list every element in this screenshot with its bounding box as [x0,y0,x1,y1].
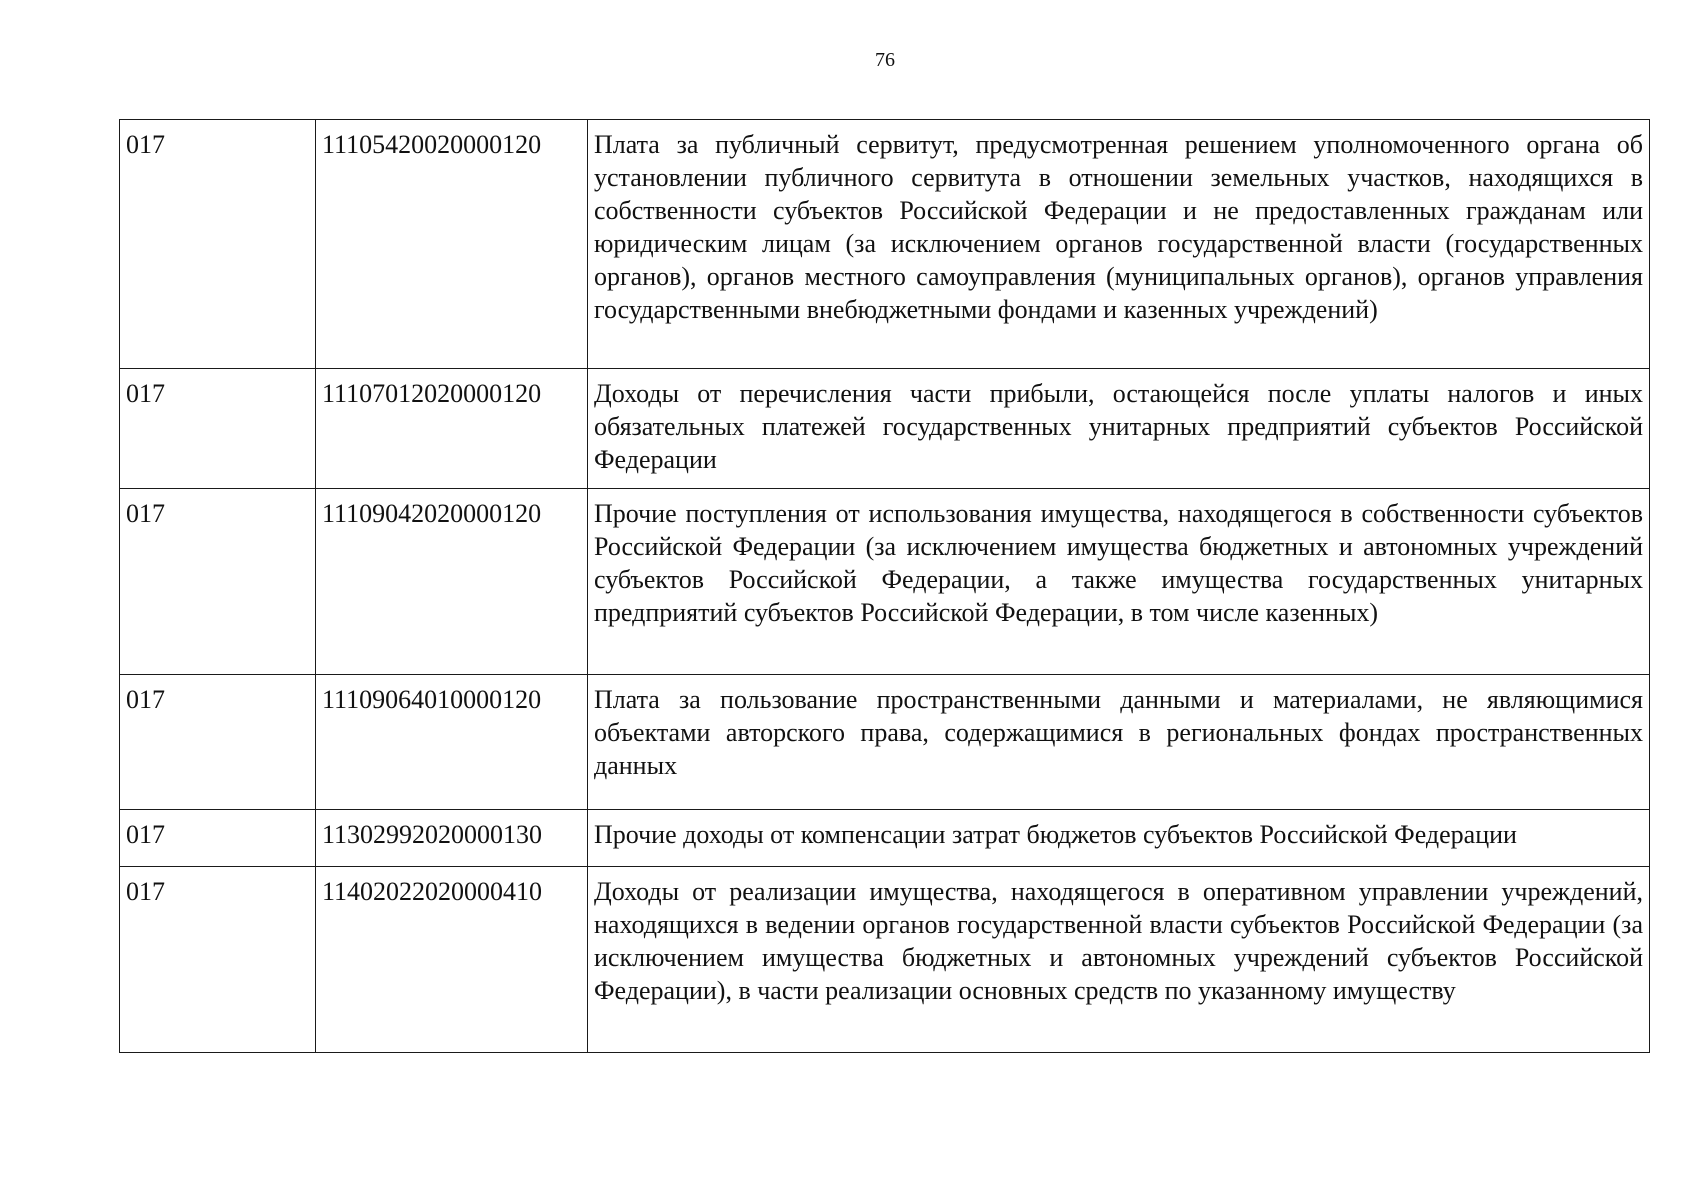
budget-code-cell: 11109064010000120 [316,675,588,810]
admin-code-cell: 017 [120,867,316,1053]
page-number: 76 [875,49,895,71]
table-row [120,489,1650,675]
admin-code-cell: 017 [120,120,316,369]
budget-code-cell: 11107012020000120 [316,369,588,489]
table-row [120,120,1650,369]
description-cell: Прочие поступления от использования имущества, находящегося в собственности субъектов Российской Федерации (за исключением имущества бюджетных и автономных учреждений субъектов Российской Федерации, а также имущества государственных унитарных предприятий субъектов Российской Федерации, в том числе казенных) [588,489,1650,675]
table-row [120,369,1650,489]
admin-code-cell: 017 [120,369,316,489]
description-cell: Плата за пользование пространственными данными и материалами, не являющимися объектами авторского права, содержащимися в региональных фондах пространственных данных [588,675,1650,810]
admin-code-cell: 017 [120,810,316,867]
admin-code-cell: 017 [120,675,316,810]
table-row [120,675,1650,810]
description-cell: Прочие доходы от компенсации затрат бюджетов субъектов Российской Федерации [588,810,1650,867]
budget-code-cell: 11302992020000130 [316,810,588,867]
admin-code-cell: 017 [120,489,316,675]
budget-code-cell: 11402022020000410 [316,867,588,1053]
budget-code-cell: 11105420020000120 [316,120,588,369]
description-cell: Плата за публичный сервитут, предусмотренная решением уполномоченного органа об установлении публичного сервитута в отношении земельных участков, находящихся в собственности субъектов Российской Федерации и не предоставленных гражданам или юридическим лицам (за исключением органов государственной власти (государственных органов), органов местного самоуправления (муниципальных органов), органов управления государственными внебюджетными фондами и казенных учреждений) [588,120,1650,369]
table-row [120,867,1650,1053]
table-row [120,810,1650,867]
description-cell: Доходы от перечисления части прибыли, остающейся после уплаты налогов и иных обязательных платежей государственных унитарных предприятий субъектов Российской Федерации [588,369,1650,489]
budget-code-cell: 11109042020000120 [316,489,588,675]
description-cell: Доходы от реализации имущества, находящегося в оперативном управлении учреждений, находящихся в ведении органов государственной власти субъектов Российской Федерации (за исключением имущества бюджетных и автономных учреждений субъектов Российской Федерации), в части реализации основных средств по указанному имуществу [588,867,1650,1053]
revenue-codes-table [119,119,1650,1053]
